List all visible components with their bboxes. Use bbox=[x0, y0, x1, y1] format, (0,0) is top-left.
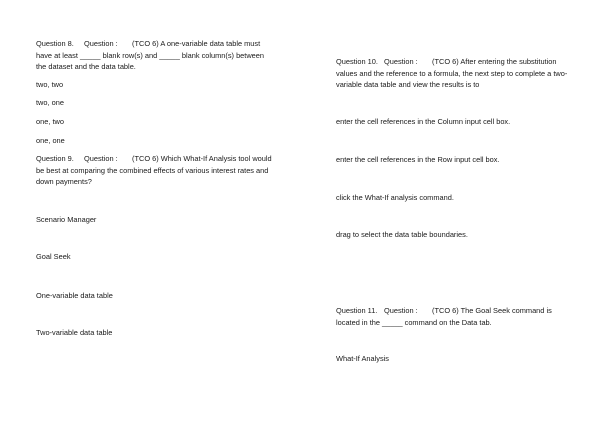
answer-option[interactable]: drag to select the data table boundaries. bbox=[336, 230, 468, 239]
question-label: Question : bbox=[84, 154, 118, 163]
answer-option[interactable]: one, one bbox=[36, 136, 65, 145]
answer-option[interactable]: click the What-If analysis command. bbox=[336, 193, 454, 202]
answer-option[interactable]: two, two bbox=[36, 80, 64, 89]
question-text: (TCO 6) The Goal Seek command is located in the _____ command on the Data tab. bbox=[336, 306, 552, 327]
question-number: Question 8. bbox=[36, 39, 74, 48]
answer-option[interactable]: enter the cell references in the Row input cell box. bbox=[336, 155, 500, 164]
answer-option[interactable]: two, one bbox=[36, 98, 64, 107]
question-label: Question : bbox=[84, 39, 118, 48]
question-9 bbox=[36, 153, 276, 188]
question-11 bbox=[336, 305, 576, 328]
answer-option[interactable]: One-variable data table bbox=[36, 291, 113, 300]
question-number: Question 9. bbox=[36, 154, 74, 163]
answer-option[interactable]: What-If Analysis bbox=[336, 354, 389, 363]
answer-option[interactable]: one, two bbox=[36, 117, 64, 126]
question-number: Question 11. bbox=[336, 306, 378, 315]
question-text: (TCO 6) A one-variable data table must have at least _____ blank row(s) and _____ blank column(s) between the dataset and the data table. bbox=[36, 39, 265, 71]
answer-option[interactable]: Scenario Manager bbox=[36, 215, 97, 224]
question-label: Question : bbox=[384, 57, 418, 66]
question-8 bbox=[36, 38, 276, 73]
question-label: Question : bbox=[384, 306, 418, 315]
question-text: (TCO 6) Which What-If Analysis tool would be best at comparing the combined effects of various interest rates and down payments? bbox=[36, 154, 272, 186]
answer-option[interactable]: enter the cell references in the Column input cell box. bbox=[336, 117, 511, 126]
answer-option[interactable]: Two-variable data table bbox=[36, 328, 113, 337]
question-10 bbox=[336, 56, 576, 91]
answer-option[interactable]: Goal Seek bbox=[36, 252, 71, 261]
question-text: (TCO 6) After entering the substitution values and the reference to a formula, the next step to complete a two-variable data table and view the results is to bbox=[336, 57, 568, 89]
question-number: Question 10. bbox=[336, 57, 378, 66]
